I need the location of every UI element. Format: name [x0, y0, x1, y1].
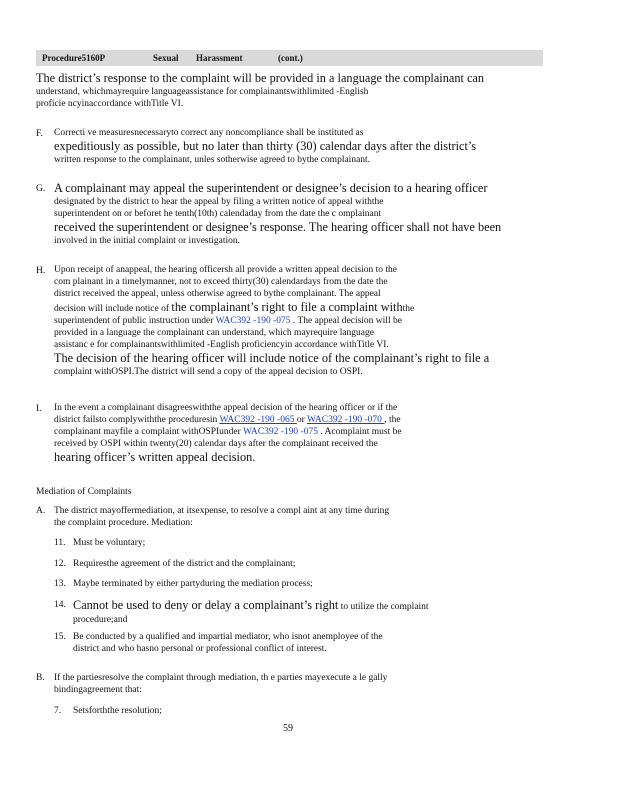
wac-link-392-190-075-b[interactable]: WAC392 -190 -075 — [243, 427, 321, 437]
section-i-paragraph: In the event a complainant disagreeswiththe appeal decision of the hearing officer or if the district failsto complywiththe proceduresin WAC392 -190 -065 or WAC392 -190 -070 , the complainant mayfile a complaint withOSPIunder WAC392 -190 -075 . Acomplaint must be received by OSPI within twenty(20) calendar days after the complainant received the hearing officer’s written appeal decision. — [54, 403, 402, 464]
header-harassment: Harassment — [196, 53, 243, 63]
intro-paragraph: The district’s response to the complaint will be provided in a language the complainant can understand, whichmayrequire languageassistance for complainantswithlimited -English proficie ncyinaccordance withTitle VI. — [36, 71, 485, 109]
section-g-label: G. — [36, 184, 46, 194]
header-sexual: Sexual — [153, 53, 179, 63]
mediation-item-number: 13. — [54, 579, 66, 589]
mediation-item-number: 14. — [54, 600, 66, 610]
wac-link-392-190-065[interactable]: WAC392 -190 -065 — [219, 415, 297, 425]
mediation-b-paragraph: If the partiesresolve the complaint through mediation, th e parties mayexecute a le gally bindingagreement that: — [54, 673, 388, 695]
section-f-label: F. — [36, 129, 43, 139]
wac-link-392-190-070[interactable]: WAC392 -190 -070 — [306, 415, 385, 425]
resolution-item-number: 7. — [54, 706, 62, 716]
resolution-item-text: Setsforththe resolution; — [73, 706, 162, 716]
mediation-item-text: Be conducted by a qualified and impartial mediator, who isnot anemployee of the district and who hasno personal or professional conflict of interest. — [73, 632, 383, 654]
mediation-item-text: Must be voluntary; — [73, 538, 146, 548]
mediation-item-number: 12. — [54, 559, 66, 569]
header-procedure: Procedure5160P — [42, 53, 106, 63]
mediation-a-label: A. — [36, 506, 46, 516]
mediation-item-number: 15. — [54, 632, 66, 642]
section-i-label: I. — [36, 404, 42, 414]
section-h-paragraph: Upon receipt of anappeal, the hearing officersh all provide a written appeal decision to the com plainant in a timelymanner, not to exceed thirty(30) calendardays from the date the district received the appeal, unless otherwise agreed to bythe complainant. The appeal decision will include notice of the complainant’s right to file a complaint withthe superintendent of public instruction under WAC392 -190 -075 . The appeal decision will be provided in a language the complainant can understand, which mayrequire language assistanc e for complainantswithlimited -English proficiencyin accordance withTitle VI. The decision of the hearing officer will include notice of the complainant’s right to file a complaint withOSPI.The district will send a copy of the appeal decision to OSPI. — [54, 265, 490, 377]
mediation-a-paragraph: The district mayoffermediation, at itsexpense, to resolve a compl aint at any time during the complaint procedure. Mediation: — [54, 506, 390, 528]
mediation-heading: Mediation of Complaints — [36, 487, 132, 497]
section-f-paragraph: Correcti ve measuresnecessaryto correct any noncompliance shall be instituted as expeditiously as possible, but no later than thirty (30) calendar days after the district’s written response to the complainant, unles sotherwise agreed to bythe complainant. — [54, 128, 477, 165]
page-number: 59 — [283, 723, 293, 734]
wac-link-392-190-075[interactable]: WAC392 -190 -075 — [215, 316, 293, 326]
header-cont: (cont.) — [278, 53, 303, 63]
mediation-item-text: Maybe terminated by either partyduring the mediation process; — [73, 579, 313, 589]
mediation-b-label: B. — [36, 673, 45, 683]
section-h-label: H. — [36, 266, 46, 276]
header-bar — [36, 50, 543, 66]
mediation-item-text: Cannot be used to deny or delay a complainant’s right to utilize the complaint procedure;and — [73, 598, 429, 625]
section-g-paragraph: A complainant may appeal the superintendent or designee’s decision to a hearing officer designated by the district to hear the appeal by filing a written notice of appeal withthe superintendent on or beforet he tenth(10th) calendaday from the date the c omplainant received the superintendent or designee’s response. The hearing officer shall not have been involved in the initial complaint or investigation. — [54, 181, 502, 246]
mediation-item-number: 11. — [54, 538, 66, 548]
mediation-item-text: Requiresthe agreement of the district and the complainant; — [73, 559, 296, 569]
